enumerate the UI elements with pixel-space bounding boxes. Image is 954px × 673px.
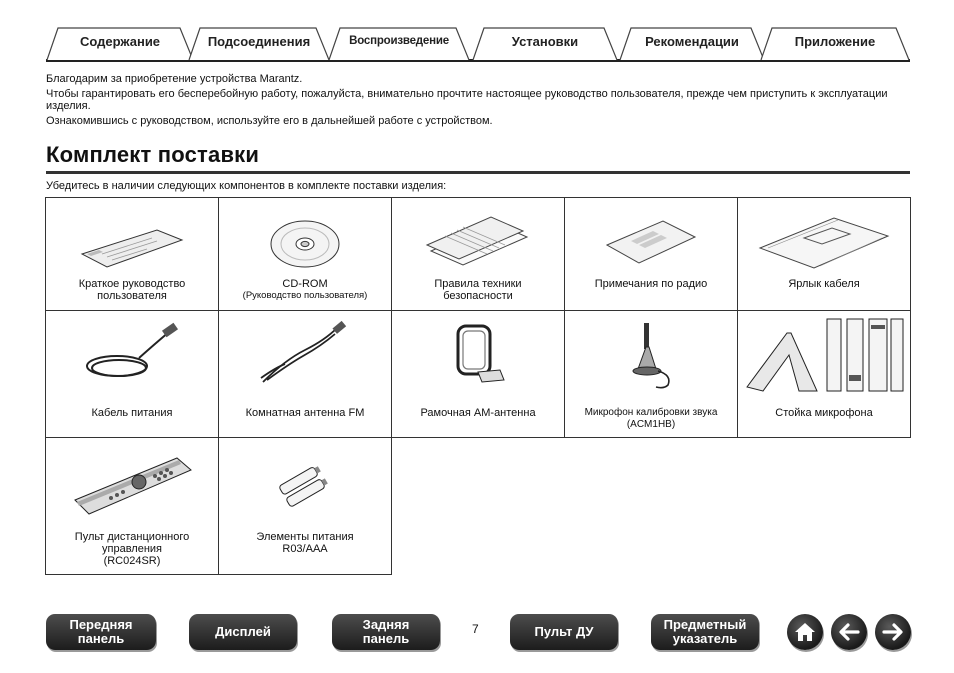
- button-label: Предметный указатель: [663, 617, 747, 646]
- intro-text: [46, 73, 906, 129]
- item-batteries: [218, 437, 392, 575]
- footer-nav: [0, 614, 954, 654]
- batteries-illustration: [219, 444, 391, 524]
- item-caption: Ярлык кабеля: [788, 278, 860, 290]
- tab-settings[interactable]: [472, 26, 618, 60]
- am-antenna-illustration: [392, 319, 564, 391]
- rear-panel-button[interactable]: [332, 614, 440, 650]
- intro-paragraph: Благодарим за приобретение устройства Marantz.: [46, 73, 303, 85]
- radio-notes-illustration: [565, 206, 737, 278]
- item-caption: Примечания по радио: [594, 278, 708, 290]
- item-caption: Элементы питания R03/AAA: [256, 531, 354, 555]
- item-caption: CD-ROM (Руководство пользователя): [242, 278, 368, 301]
- item-cable-label: [737, 197, 911, 325]
- item-caption: Правила техники безопасности: [434, 278, 522, 302]
- item-caption: Рамочная AM-антенна: [420, 407, 536, 419]
- item-caption: Комнатная антенна FM: [245, 407, 365, 419]
- remote-illustration: [46, 444, 218, 524]
- item-caption: Пульт дистанционного управления (RC024SR): [74, 531, 190, 567]
- display-button[interactable]: [189, 614, 297, 650]
- item-mic-stand: [737, 310, 911, 438]
- index-button[interactable]: [651, 614, 759, 650]
- tab-label: Рекомендации: [645, 34, 739, 49]
- button-label: Пульт ДУ: [534, 624, 594, 639]
- tab-playback[interactable]: [328, 26, 470, 60]
- mic-illustration: [565, 319, 737, 391]
- power-cord-illustration: [46, 319, 218, 391]
- button-label: Дисплей: [215, 624, 271, 639]
- tab-label: Воспроизведение: [349, 35, 449, 47]
- cable-label-illustration: [738, 206, 910, 278]
- item-cd-rom: [218, 197, 392, 325]
- item-caption: Краткое руководство пользователя: [78, 278, 186, 302]
- item-am-loop-antenna: [391, 310, 565, 438]
- tab-label: Приложение: [794, 34, 876, 49]
- button-label: Задняя панель: [362, 617, 410, 646]
- item-remote-control: [45, 437, 219, 575]
- front-panel-button[interactable]: [46, 614, 156, 650]
- title-divider: [46, 171, 910, 174]
- fm-antenna-illustration: [219, 319, 391, 391]
- page-number: 7: [472, 622, 479, 636]
- item-power-cord: [45, 310, 219, 438]
- item-caption: Стойка микрофона: [775, 407, 873, 419]
- tab-label: Содержание: [79, 34, 161, 49]
- tab-label: Подсоединения: [207, 34, 311, 49]
- section-subtitle: Убедитесь в наличии следующих компонентов в комплекте поставки изделия:: [46, 180, 447, 192]
- tab-contents[interactable]: [46, 26, 194, 60]
- intro-paragraph: Чтобы гарантировать его бесперебойную работу, пожалуйста, внимательно прочтите настоящее руководство пользователя, прежде чем приступить к эксплуатации изделия.: [46, 87, 888, 112]
- mic-stand-illustration: [738, 315, 910, 395]
- tab-appendix[interactable]: [760, 26, 910, 60]
- home-icon[interactable]: [787, 614, 823, 650]
- arrow-right-icon[interactable]: [875, 614, 911, 650]
- item-safety-instructions: [391, 197, 565, 325]
- item-caption: Кабель питания: [91, 407, 173, 419]
- cd-illustration: [219, 206, 391, 278]
- tab-connections[interactable]: [188, 26, 330, 60]
- nav-tabs: [46, 26, 910, 62]
- quick-guide-illustration: [46, 206, 218, 278]
- intro-paragraph: Ознакомившись с руководством, используйте его в дальнейшей работе с устройством.: [46, 114, 493, 127]
- item-radio-notes: [564, 197, 738, 325]
- item-fm-antenna: [218, 310, 392, 438]
- item-caption: Микрофон калибровки звука (ACM1HB): [584, 407, 718, 430]
- tab-tips[interactable]: [619, 26, 765, 60]
- item-calibration-mic: [564, 310, 738, 438]
- remote-button[interactable]: [510, 614, 618, 650]
- section-title: Комплект поставки: [46, 142, 260, 167]
- tab-label: Установки: [511, 34, 579, 49]
- arrow-left-icon[interactable]: [831, 614, 867, 650]
- button-label: Передняя панель: [69, 617, 133, 646]
- item-quick-start-guide: [45, 197, 219, 325]
- safety-doc-illustration: [392, 206, 564, 278]
